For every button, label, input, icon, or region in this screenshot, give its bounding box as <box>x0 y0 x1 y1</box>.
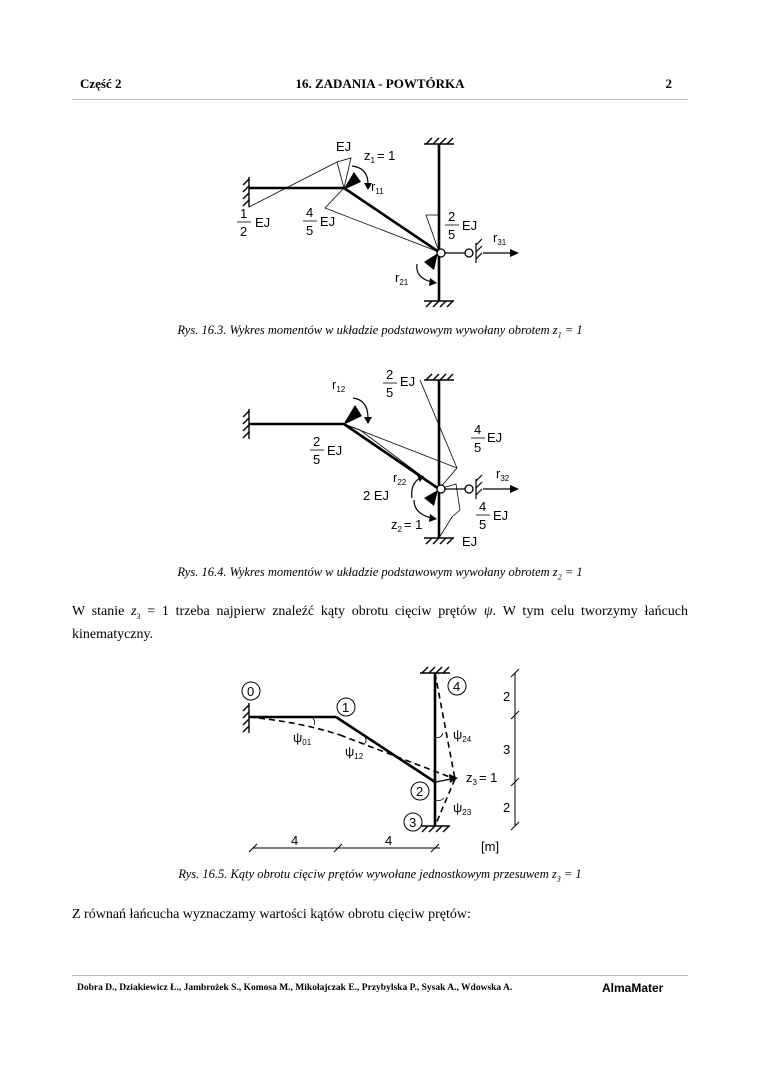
psi12-label: $\psi_{12}$ <box>345 744 364 761</box>
header-part: Część 2 <box>80 76 122 91</box>
psi01-label: $\psi_{01}$ <box>293 730 312 747</box>
figure-16-3-caption: Rys. 16.3. Wykres momentów w układzie podstawowym wywołany obrotem $z_1 = 1$ <box>177 323 583 340</box>
frame-members <box>249 144 439 301</box>
fixed-support-left <box>243 409 249 439</box>
r32-label: $r_{32}$ <box>496 466 510 483</box>
rotation-lock-node-1 <box>343 405 362 425</box>
hinge-node <box>437 485 445 493</box>
node-0-label: 0 <box>247 684 255 699</box>
z2-label: $z_2 = 1$ <box>391 517 423 534</box>
top-frac-den: 5 <box>386 385 394 400</box>
mid-frac-den: 5 <box>306 223 314 238</box>
right-ej: EJ <box>487 430 503 445</box>
right-ej: EJ <box>462 218 478 233</box>
footer-brand: AlmaMater <box>602 981 664 995</box>
footer-authors: Dobra D., Dziakiewicz Ł., Jambrożek S., Komosa M., Mikołajczak E., Przybylska P., Sysak A., Wdowska A. <box>77 983 513 993</box>
z3-label: $z_3 = 1$ <box>466 770 498 787</box>
r21-arrow-head <box>429 278 437 286</box>
r12-arrow-head <box>364 417 372 424</box>
dim-mid-label: 3 <box>503 742 511 757</box>
z3-displacement-arrow <box>436 779 451 782</box>
r22-arrow <box>412 478 420 498</box>
frame-members <box>249 673 435 826</box>
z2-arrow-head <box>429 514 437 522</box>
left-frac-num: 2 <box>313 434 321 449</box>
bottom-ej: EJ <box>462 534 478 549</box>
fixed-support-left <box>243 177 249 207</box>
dim-top-label: 2 <box>503 689 511 704</box>
r31-arrow-head <box>510 249 519 257</box>
r11-label: $r_{11}$ <box>371 179 384 196</box>
page-header <box>72 76 688 96</box>
node-2-label: 2 <box>416 784 424 799</box>
left-frac-num: 1 <box>240 206 248 221</box>
left-ej: EJ <box>327 443 343 458</box>
low-frac-num: 4 <box>479 499 487 514</box>
psi24-label: $\psi_{24}$ <box>453 727 472 744</box>
paragraph-chain-intro: W stanie $z_3 = 1$ trzeba najpierw znaleźć kąty obrotu cięciw prętów ψ. W tym celu tworzymy łańcuch kinematyczny. <box>72 604 688 642</box>
support-hinge <box>465 249 473 257</box>
footer-rule <box>72 975 688 976</box>
right-frac-den: 5 <box>474 440 482 455</box>
mid-ej: EJ <box>320 214 336 229</box>
right-frac-num: 4 <box>474 422 482 437</box>
header-rule <box>72 99 688 100</box>
two-ej-label: 2 EJ <box>363 488 390 503</box>
moment-diagram <box>249 158 439 252</box>
moment-diagram <box>344 380 460 538</box>
figure-16-5-caption: Rys. 16.5. Kąty obrotu cięciw prętów wywołane jednostkowym przesuwem $z_3 = 1$ <box>178 867 582 884</box>
roller-support <box>476 475 482 499</box>
r21-arrow <box>417 264 432 282</box>
r21-label: $r_{21}$ <box>395 270 409 287</box>
figure-16-4-caption: Rys. 16.4. Wykres momentów w układzie podstawowym wywołany obrotem $z_2 = 1$ <box>177 565 583 582</box>
top-frac-num: 2 <box>386 367 394 382</box>
left-ej: EJ <box>255 215 271 230</box>
roller-support <box>476 239 482 263</box>
dim-left-label: 4 <box>291 833 299 848</box>
dimension-lines <box>249 669 519 852</box>
figure-16-4 <box>230 365 530 550</box>
right-frac-num: 2 <box>448 209 456 224</box>
fixed-support-top <box>424 374 454 380</box>
page-number: 2 <box>665 76 672 91</box>
top-ej: EJ <box>400 374 416 389</box>
figure-16-5 <box>235 665 535 860</box>
fixed-support-top <box>420 667 450 673</box>
fixed-support-top <box>424 138 454 144</box>
fixed-support-left <box>243 703 249 733</box>
r31-label: $r_{31}$ <box>493 230 507 247</box>
header-title: 16. ZADANIA - POWTÓRKA <box>295 76 465 91</box>
rotation-lock-node-2 <box>424 490 438 506</box>
node-4-label: 4 <box>453 679 461 694</box>
fixed-support-bottom <box>420 826 450 832</box>
right-frac-den: 5 <box>448 227 456 242</box>
mid-frac-num: 4 <box>306 205 314 220</box>
r22-label: $r_{22}$ <box>393 470 407 487</box>
fixed-support-bottom <box>424 301 454 307</box>
z1-label: $z_1 = 1$ <box>364 148 396 165</box>
psi23-label: $\psi_{23}$ <box>453 800 472 817</box>
paragraph-chain-equations: Z równań łańcucha wyznaczamy wartości kątów obrotu cięciw prętów: <box>72 907 471 922</box>
z2-arrow <box>414 500 432 518</box>
node-3-label: 3 <box>409 815 417 830</box>
left-frac-den: 2 <box>240 224 248 239</box>
r12-label: $r_{12}$ <box>332 377 346 394</box>
frame-members <box>249 380 439 538</box>
dim-bottom-label: 2 <box>503 800 511 815</box>
hinge-node <box>437 249 445 257</box>
dim-right-label: 4 <box>385 833 393 848</box>
r32-arrow-head <box>510 485 519 493</box>
low-frac-den: 5 <box>479 517 487 532</box>
node-1-label: 1 <box>342 700 350 715</box>
rotation-lock-node-2 <box>424 253 438 270</box>
unit-label: [m] <box>481 839 500 854</box>
support-hinge <box>465 485 473 493</box>
figure-16-3 <box>230 135 530 310</box>
left-frac-den: 5 <box>313 452 321 467</box>
ej-top-label: EJ <box>336 139 352 154</box>
low-ej: EJ <box>493 508 509 523</box>
fixed-support-bottom <box>424 538 454 544</box>
